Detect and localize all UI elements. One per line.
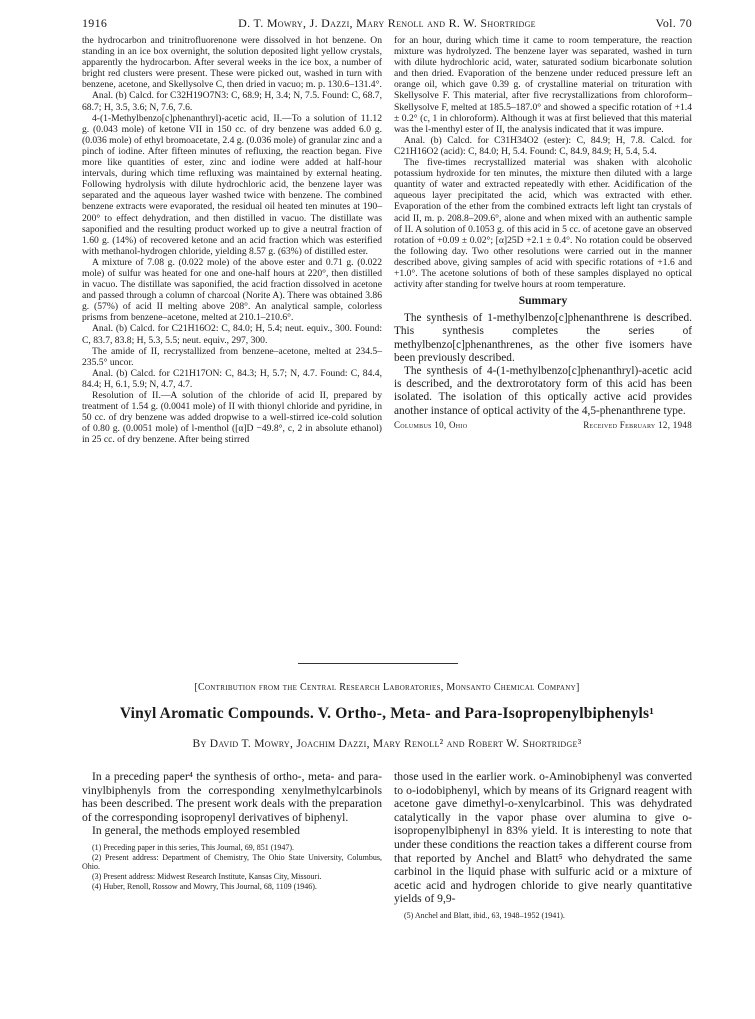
top-left-column xyxy=(82,35,382,445)
paragraph: The amide of II, recrystallized from benzene–acetone, melted at 234.5–235.5° uncor. xyxy=(82,345,382,368)
article-title: Vinyl Aromatic Compounds. V. Ortho-, Meta- and Para-Isopropenylbiphenyls¹ xyxy=(119,705,655,722)
running-header xyxy=(82,16,692,32)
footnotes xyxy=(394,911,692,921)
place: Columbus 10, Ohio xyxy=(394,419,468,430)
paragraph: In general, the methods employed resembled xyxy=(92,824,300,838)
top-right-column xyxy=(394,35,692,431)
running-head-authors: D. T. Mowry, J. Dazzi, Mary Renoll and R. W. Shortridge xyxy=(238,16,536,30)
summary-heading: Summary xyxy=(518,295,568,308)
footnote: (2) Present address: Department of Chemistry, The Ohio State University, Columbus, Ohio. xyxy=(82,852,382,872)
footnote: (4) Huber, Renoll, Rossow and Mowry, This Journal, 68, 1109 (1946). xyxy=(92,881,317,891)
bottom-right-column xyxy=(394,770,692,921)
paragraph: Resolution of II.—A solution of the chloride of acid II, prepared by treatment of 1.54 g. (0.0041 mole) of II with thionyl chloride and pyridine, in 50 cc. of dry benzene was added dropwise to a well-stirred ice-cold solution of 0.80 g. (0.0051 mole) of l-menthol ([α]D −49.8°, c, 2 in absolute ethanol) in 25 cc. of dry benzene. After being stirred xyxy=(82,390,382,446)
paragraph: The five-times recrystallized material was shaken with alcoholic potassium hydroxide for ten minutes, the mixture then diluted with a large quantity of water and extracted repeatedly with ether. Acidification of the aqueous layer precipitated the acid, which was extracted with ether. Evaporation of the ether from the combined extracts left light tan crystals of acid II, m. p. 208.8–209.6°, alone and when mixed with an authentic sample of II. A solution of 0.1053 g. of this acid in 5 cc. of acetone gave an observed rotation of +0.09 ± 0.02°; [α]25D +2.1 ± 0.4°. No rotation could be observed the following day. Two other resolutions were carried out in the manner described above, giving samples of acid with specific rotations of +1.6 and +1.0°. The acetone solutions of both of these samples displayed no optical activity after standing for twelve hours at room temperature. xyxy=(394,157,692,291)
paragraph: Anal. (b) Calcd. for C21H17ON: C, 84.3; H, 5.7; N, 4.7. Found: C, 84.4, 84.4; H, 6.1, 5.9; N, 4.7, 4.7. xyxy=(82,367,382,390)
volume-number: Vol. 70 xyxy=(655,16,692,30)
article-authors: By David T. Mowry, Joachim Dazzi, Mary Renoll² and Robert W. Shortridge³ xyxy=(192,738,582,750)
paragraph: In a preceding paper⁴ the synthesis of ortho-, meta- and para-vinylbiphenyls from the corresponding xenylmethylcarbinols has been described. The present work deals with the preparation of the corresponding isopropenyl derivatives of biphenyl. xyxy=(82,770,382,824)
page-number: 1916 xyxy=(82,16,108,30)
footnote: (5) Anchel and Blatt, ibid., 63, 1948–1952 (1941). xyxy=(404,910,565,920)
paragraph: those used in the earlier work. o-Aminobiphenyl was converted to o-iodobiphenyl, which by means of its Grignard reagent with acetone gave dimethyl-o-xenylcarbinol. This was dehydrated catalytically in the vapor phase over alumina to give o-isopropenylbiphenyl in 83% yield. It is interesting to note that under these conditions the reaction takes a different course from that reported by Anchel and Blatt⁵ who dehydrated the same carbinol in the liquid phase with sulfuric acid or a mixture of acetic acid and hydrogen chloride to give nearly quantitative yields of 9,9- xyxy=(394,770,692,906)
contribution-line: [Contribution from the Central Research Laboratories, Monsanto Chemical Company] xyxy=(194,682,580,693)
footnote: (3) Present address: Midwest Research Institute, Kansas City, Missouri. xyxy=(92,872,322,882)
footnotes xyxy=(82,843,382,892)
paragraph: for an hour, during which time it came to room temperature, the reaction mixture was hydrolyzed. The benzene layer was separated, washed in turn with dilute hydrochloric acid, water, saturated sodium bicarbonate solution and then dried. Evaporation of the benzene under reduced pressure left an orange oil, which gave 0.39 g. of crystalline material on trituration with Skellysolve F. This material, after five recrystallizations from chloroform–Skellysolve F, melted at 185.5–187.0° and showed a specific rotation of +1.4 ± 0.2° (c, 1 in chloroform). Although it was at first believed that this material was the l-menthyl ester of II, the analysis indicated that it was impure. xyxy=(394,35,692,135)
summary-paragraph: The synthesis of 1-methylbenzo[c]phenanthrene is described. This synthesis completes the series of methylbenzo[c]phenanthrenes, as the other five isomers have been previously described. xyxy=(394,312,692,364)
received-date: Received February 12, 1948 xyxy=(583,419,692,430)
bottom-left-column xyxy=(82,770,382,891)
summary-paragraph: The synthesis of 4-(1-methylbenzo[c]phenanthryl)-acetic acid is described, and the dextrorotatory form of this acid has been isolated. The isolation of this optically active acid provides another instance of optical activity of the 4,5-phenanthrene type. xyxy=(394,365,692,417)
paragraph: Anal. (b) Calcd. for C21H16O2: C, 84.0; H, 5.4; neut. equiv., 300. Found: C, 83.7, 83.8; H, 5.3, 5.5; neut. equiv., 297, 300. xyxy=(82,323,382,346)
dateline xyxy=(394,420,692,431)
paragraph: A mixture of 7.08 g. (0.022 mole) of the above ester and 0.71 g. (0.022 mole) of sulfur was heated for one and one-half hours at 220°, then distilled in vacuo. The distillate was saponified, the acid fraction dissolved in acetone and passed through a column of charcoal (Norite A). There was obtained 3.86 g. (57%) of acid II melting above 208°. An analytical sample, colorless prisms from benzene–acetone, melted at 210.1–210.6°. xyxy=(82,256,382,324)
paragraph: Anal. (b) Calcd. for C32H19O7N3: C, 68.9; H, 3.4; N, 7.5. Found: C, 68.7, 68.7; H, 3.5, 3.6; N, 7.6, 7.6. xyxy=(82,90,382,113)
summary-section xyxy=(394,296,692,431)
paragraph: the hydrocarbon and trinitrofluorenone were dissolved in hot benzene. On standing in an ice box overnight, the solution deposited light yellow crystals, apparently the hydrocarbon. After several weeks in the ice box, a number of bright red clusters were present. These were picked out, washed in turn with benzene, acetone, and Skellysolve C, then dried in vacuo; m. p. 130.6–131.4°. xyxy=(82,35,382,91)
paragraph: 4-(1-Methylbenzo[c]phenanthryl)-acetic acid, II.—To a solution of 11.12 g. (0.043 mole) of ketone VII in 150 cc. of dry benzene was added 6.0 g. (0.036 mole) of ethyl bromoacetate, 2.4 g. (0.036 mole) of granular zinc and a pinch of iodine. After fifteen minutes of refluxing, the reaction began. Five more like quantities of ester, zinc and iodine were added at half-hour intervals, during which time refluxing was maintained by external heating. Following hydrolysis with dilute hydrochloric acid, the benzene layer was separated and the aqueous layer washed twice with benzene. The combined benzene extracts were evaporated, the residual oil heated ten minutes at 190–200° to effect dehydration, and then distilled in vacuo. The distillate was saponified and the resulting product worked up to give a neutral fraction of 1.60 g. (14%) of recovered ketone and an acid fraction which was esterified with methanol-hydrogen chloride, yielding 8.57 g. (63%) of distilled ester. xyxy=(82,112,382,257)
footnote: (1) Preceding paper in this series, This Journal, 69, 851 (1947). xyxy=(92,842,295,852)
paragraph: Anal. (b) Calcd. for C31H34O2 (ester): C, 84.9; H, 7.8. Calcd. for C21H16O2 (acid): C, 84.0; H, 5.4. Found: C, 84.9, 84.9; H, 5.4, 5.4. xyxy=(394,134,692,157)
divider-rule xyxy=(298,663,458,664)
